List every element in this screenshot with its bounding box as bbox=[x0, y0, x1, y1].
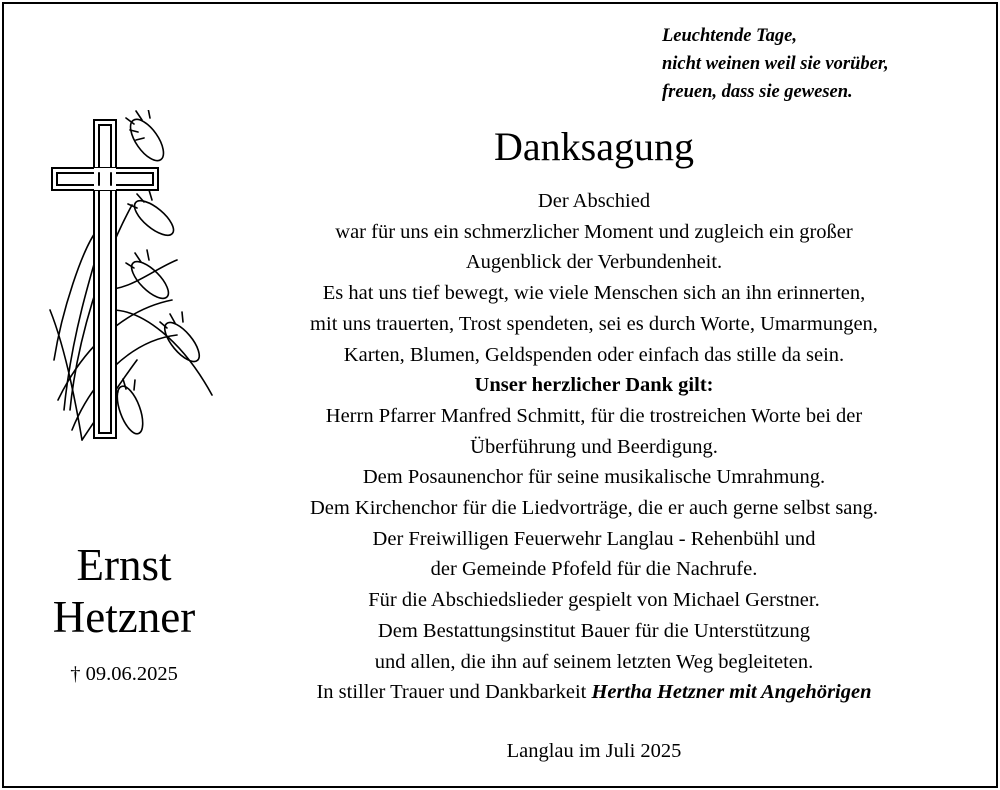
place-date: Langlau im Juli 2025 bbox=[506, 740, 682, 762]
text-line: Überführung und Beerdigung. bbox=[470, 435, 718, 458]
text-line: Augenblick der Verbundenheit. bbox=[465, 251, 723, 274]
last-name: Hetzner bbox=[52, 592, 196, 642]
thanks-text bbox=[194, 186, 994, 708]
thanks-heading: Unser herzlicher Dank gilt: bbox=[474, 374, 714, 397]
text-line: Der Abschied bbox=[537, 190, 651, 212]
closing-line bbox=[194, 677, 994, 708]
first-name: Ernst bbox=[76, 540, 172, 590]
text-line: und allen, die ihn auf seinem letzten Weg begleiteten. bbox=[374, 650, 814, 673]
closing-prefix: In stiller Trauer und Dankbarkeit bbox=[316, 681, 587, 704]
quote-line: Leuchtende Tage, bbox=[662, 26, 797, 46]
obituary-frame bbox=[2, 2, 998, 788]
death-date: † 09.06.2025 bbox=[70, 663, 178, 685]
text-line: war für uns ein schmerzlicher Moment und zugleich ein großer bbox=[335, 220, 853, 243]
text-line: Es hat uns tief bewegt, wie viele Menschen sich an ihn erinnerten, bbox=[322, 282, 866, 305]
text-line: Für die Abschiedslieder gespielt von Michael Gerstner. bbox=[368, 589, 820, 612]
page-title: Danksagung bbox=[494, 124, 694, 169]
text-line: Herrn Pfarrer Manfred Schmitt, für die trostreichen Worte bei der bbox=[325, 404, 863, 427]
text-line: Der Freiwilligen Feuerwehr Langlau - Rehenbühl und bbox=[372, 527, 816, 550]
quote-block bbox=[662, 22, 982, 106]
text-line: mit uns trauerten, Trost spendeten, sei es durch Worte, Umarmungen, bbox=[310, 312, 878, 335]
text-line: der Gemeinde Pfofeld für die Nachrufe. bbox=[430, 558, 758, 581]
quote-line: nicht weinen weil sie vorüber, bbox=[662, 54, 889, 74]
deceased-name bbox=[24, 539, 224, 643]
text-line: Karten, Blumen, Geldspenden oder einfach das stille da sein. bbox=[343, 343, 845, 366]
quote-line: freuen, dass sie gewesen. bbox=[662, 82, 853, 102]
text-line: Dem Bestattungsinstitut Bauer für die Unterstützung bbox=[377, 619, 811, 642]
signer-name: Hertha Hetzner mit Angehörigen bbox=[591, 681, 872, 704]
text-line: Dem Posaunenchor für seine musikalische Umrahmung. bbox=[362, 466, 826, 489]
text-line: Dem Kirchenchor für die Liedvorträge, die er auch gerne selbst sang. bbox=[309, 497, 879, 520]
